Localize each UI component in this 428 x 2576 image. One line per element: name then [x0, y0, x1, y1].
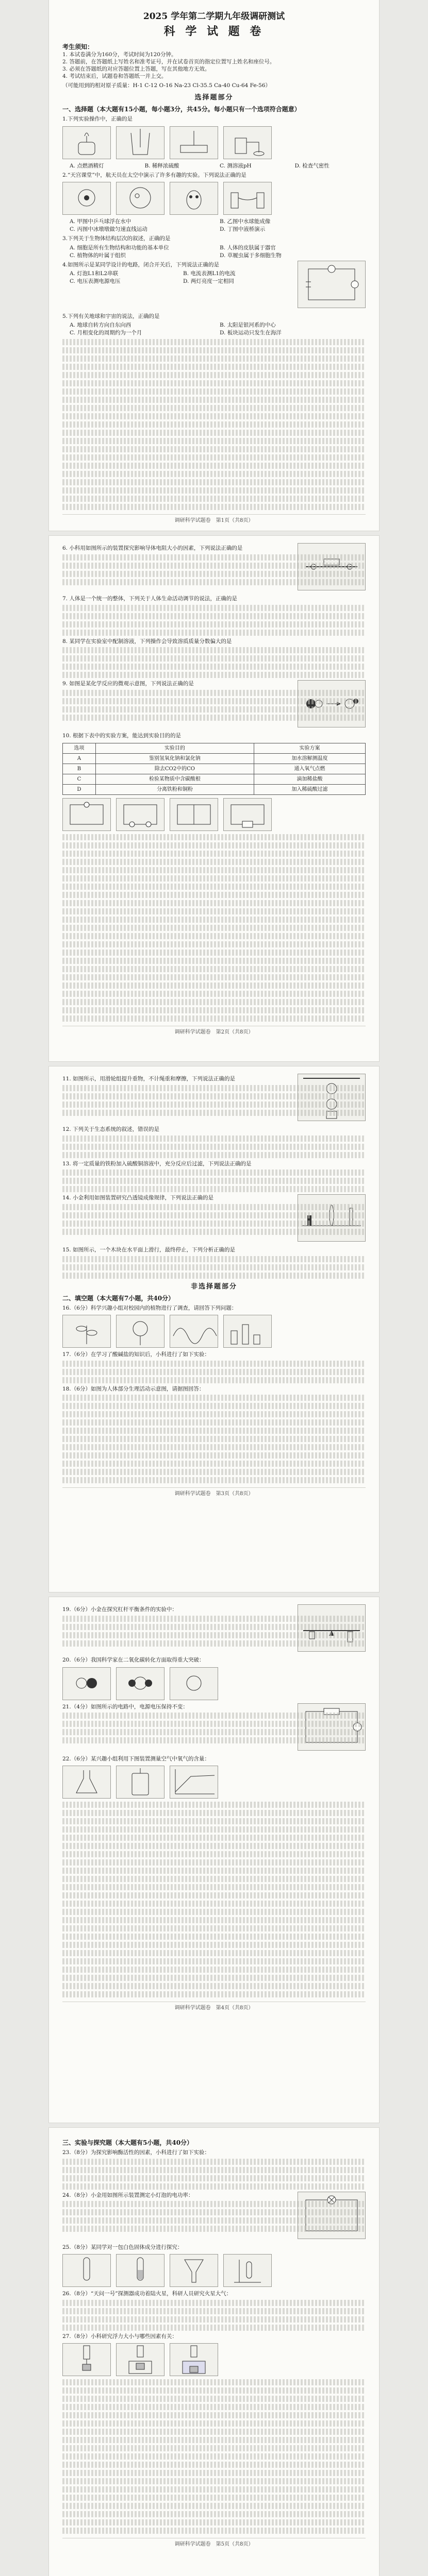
section-heading: 非选择题部分 — [190, 1282, 237, 1291]
exam-title-line2: 科 学 试 题 卷 — [163, 25, 265, 38]
option: C. 植物体的叶属于组织 — [70, 252, 126, 259]
figure-wave-chart — [170, 1315, 218, 1348]
figure-row — [62, 126, 366, 159]
figure-circuit-d — [223, 798, 272, 831]
text-filler — [62, 1136, 366, 1158]
table-cell: A — [63, 753, 96, 764]
option: B. 电流表测L1的电流 — [183, 270, 236, 277]
table-header: 实验方案 — [254, 743, 366, 753]
question-text: 8. 某同学在实验室中配制溶液，下列操作会导致溶质质量分数偏大的是 — [62, 638, 232, 645]
question-number: 4. — [62, 261, 68, 268]
figure-alcohol-lamp — [62, 126, 111, 159]
notice-heading: 考生须知： — [62, 43, 94, 50]
figure-airtight-check — [223, 126, 272, 159]
figure-row — [62, 1766, 366, 1799]
question-number: 3. — [62, 235, 68, 242]
table-row — [63, 784, 366, 794]
figure-spring-scale-c — [170, 2343, 218, 2376]
question-text: 13. 将一定质量的铁粉加入硫酸铜溶液中，充分反应后过滤，下列说法正确的是 — [62, 1160, 252, 1167]
text-filler — [62, 647, 366, 678]
table-cell: D — [63, 784, 96, 794]
options — [62, 321, 366, 337]
section-description: 三、实验与探究题（本大题有5小题，共40分） — [62, 2139, 193, 2146]
text-filler — [62, 1395, 366, 1483]
figure-test-tube-a — [62, 2254, 111, 2287]
figure-circuit-a — [62, 798, 111, 831]
figure-tube-stand — [223, 2254, 272, 2287]
figure-row — [62, 2343, 366, 2376]
option: D. 板块运动只发生在海洋 — [220, 330, 282, 336]
figure-graph — [170, 1766, 218, 1799]
option: A. 细胞是所有生物结构和功能的基本单位 — [70, 244, 169, 251]
exam-title-line1: 2025 学年第二学期九年级调研测试 — [143, 11, 285, 22]
question-text: 19.（6分）小金在探究杠杆平衡条件的实验中： — [62, 1606, 177, 1613]
text-filler — [62, 339, 366, 510]
figure-row — [62, 182, 366, 215]
section-heading: 选择题部分 — [194, 94, 234, 101]
question-text: 9. 如图是某化学反应的微观示意图，下列说法正确的是 — [62, 681, 194, 687]
question-text: 12. 下列关于生态系统的叙述，错误的是 — [62, 1126, 160, 1132]
option: B. 人体的皮肤属于器官 — [220, 244, 276, 251]
section-description: 一、选择题（本大题有15小题，每小题3分，共45分。每小题只有一个选项符合题意） — [62, 106, 301, 113]
table-cell: 加入稀硫酸过滤 — [254, 784, 366, 794]
figure-row — [62, 1667, 366, 1700]
figure-bars — [223, 1315, 272, 1348]
exam-page-5 — [49, 2128, 379, 2576]
exam-page-2 — [49, 536, 379, 1061]
figure-spring-scale-a — [62, 2343, 111, 2376]
table-cell: B — [63, 764, 96, 774]
figure-molecule-a — [62, 1667, 111, 1700]
question — [62, 313, 366, 320]
option: A. 点燃酒精灯 — [70, 162, 104, 169]
figure-bottle — [116, 1766, 164, 1799]
question-text: 20.（6分）我国科学家在二氧化碳转化方面取得重大突破： — [62, 1657, 205, 1663]
option: B. 稀释浓硫酸 — [144, 162, 179, 169]
figure-spring-scale-b — [116, 2343, 164, 2376]
figure-circuit-b — [116, 798, 164, 831]
text-filler — [62, 1256, 366, 1279]
exam-page-3 — [49, 1066, 379, 1592]
question-text: 17.（6分）在学习了酸碱盐的知识后，小科进行了如下实验： — [62, 1351, 210, 1358]
text-filler — [62, 1361, 366, 1383]
option: B. 乙图中水球能成像 — [220, 218, 271, 225]
exam-page-1 — [49, 0, 379, 531]
option: D. 丁图中液桥演示 — [220, 226, 266, 232]
table-row — [63, 774, 366, 784]
option: C. 测溶液pH — [220, 162, 252, 169]
figure-mascot — [170, 182, 218, 215]
options — [62, 270, 292, 285]
question-text: 14. 小金利用如图装置研究凸透镜成像规律，下列说法正确的是 — [62, 1195, 214, 1201]
question — [62, 235, 366, 243]
text-filler — [62, 1802, 366, 1997]
text-filler — [62, 2379, 366, 2534]
figure-funnel — [170, 2254, 218, 2287]
options — [62, 244, 366, 260]
table-cell: 滴加稀盐酸 — [254, 774, 366, 784]
question-text: 26.（8分）“天问一号”探测器成功着陆火星，科研人员研究火星大气： — [62, 2291, 232, 2297]
question-text: 15. 如图所示，一个木块在水平面上滑行，最终停止，下列分析正确的是 — [62, 1247, 236, 1253]
question-text: 下列实验操作中，正确的是 — [68, 116, 133, 122]
figure-circuit — [298, 261, 366, 308]
option: C. 电压表测电源电压 — [70, 278, 121, 284]
table-cell: 检验某物质中含碳酸根 — [95, 774, 254, 784]
table-row — [63, 764, 366, 774]
option: A. 地球自转方向自东向西 — [70, 322, 131, 328]
text-filler — [62, 2159, 366, 2190]
page-footer: 调研科学试题卷 第5页（共8页） — [62, 2538, 366, 2548]
figure-plant-a — [62, 1315, 111, 1348]
figure-row — [62, 798, 366, 831]
question-text: 24.（8分）小金用如图所示装置测定小灯泡的电功率： — [62, 2192, 194, 2198]
question-text: 23.（8分）为探究影响酶活性的因素，小科进行了如下实验： — [62, 2149, 210, 2156]
option: D. 检查气密性 — [294, 162, 330, 169]
question-text: 下列关于生物体结构层次的叙述，正确的是 — [68, 235, 171, 242]
notice-item: 3. 必须在答题纸的对应答题位置上答题，写在其他地方无效。 — [62, 66, 210, 72]
question — [62, 172, 366, 179]
question-text: 16.（6分）科学兴趣小组对校园内的植物进行了调查，请回答下列问题： — [62, 1304, 237, 1311]
table-header: 实验目的 — [95, 743, 254, 753]
question-text: 下列有关地球和宇宙的说法，正确的是 — [68, 313, 160, 319]
page-footer: 调研科学试题卷 第4页（共8页） — [62, 2002, 366, 2012]
question-text: 11. 如图所示，用滑轮组提升重物，不计绳重和摩擦，下列说法正确的是 — [62, 1076, 236, 1082]
option: D. 两灯亮度一定相同 — [183, 278, 234, 284]
table-header: 选项 — [63, 743, 96, 753]
page-footer: 调研科学试题卷 第3页（共8页） — [62, 1487, 366, 1498]
table-cell: 通入氧气点燃 — [254, 764, 366, 774]
figure-flask — [62, 1766, 111, 1799]
figure-row — [62, 1315, 366, 1348]
table-cell: C — [63, 774, 96, 784]
question-text: 25.（8分）某同学对一包白色固体成分进行探究： — [62, 2244, 183, 2250]
experiment-table — [62, 743, 366, 795]
table-cell: 分离铁粉和铜粉 — [95, 784, 254, 794]
question-number: 2. — [62, 172, 68, 178]
table-cell: 鉴别氢氧化钠和氯化钠 — [95, 753, 254, 764]
table-row — [63, 753, 366, 764]
question-text: 21.（4分）如图所示的电路中，电源电压保持不变： — [62, 1703, 188, 1710]
question — [62, 115, 366, 123]
figure-molecule-b — [116, 1667, 164, 1700]
figure-liquid-bridge — [223, 182, 272, 215]
page-footer: 调研科学试题卷 第1页（共8页） — [62, 514, 366, 524]
question-text: 22.（6分）某兴趣小组利用下图装置测量空气中氧气的含量： — [62, 1755, 210, 1762]
question-text: 6. 小科用如图所示的装置探究影响导体电阻大小的因素，下列说法正确的是 — [62, 545, 243, 551]
question-text: 10. 根据下表中的实验方案，能达到实验目的的是 — [62, 733, 182, 739]
section-description: 二、填空题（本大题有7小题，共40分） — [62, 1294, 175, 1302]
options — [62, 218, 366, 233]
question-text: 18.（6分）如图为人体部分生理活动示意图，请据图回答： — [62, 1385, 205, 1392]
option: B. 太阳是银河系的中心 — [220, 322, 276, 328]
option: C. 丙图中冰墩墩做匀速直线运动 — [70, 226, 147, 232]
figure-space-experiment — [62, 182, 111, 215]
options — [62, 162, 366, 170]
question-text: “天宫课堂”中，航天员在太空中演示了许多有趣的实验。下列说法正确的是 — [68, 172, 246, 178]
text-filler — [62, 1170, 366, 1192]
figure-beaker — [116, 126, 164, 159]
figure-plant-b — [116, 1315, 164, 1348]
question-text: 如图所示是某同学设计的电路，闭合开关后，下列说法正确的是 — [68, 261, 220, 268]
notice-item: 2. 答题前，在答题纸上写姓名和准考证号，并在试卷首页的指定位置写上姓名和座位号。 — [62, 59, 275, 65]
atomic-mass-note: （可能用到的相对原子质量：H-1 C-12 O-16 Na-23 Cl-35.5 Ca-40 Cu-64 Fe-56） — [62, 82, 271, 89]
notice-item: 1. 本试卷满分为160分，考试时间为120分钟。 — [62, 52, 177, 58]
notice-item: 4. 考试结束后，试题卷和答题纸一并上交。 — [62, 73, 167, 79]
table-header-row — [63, 743, 366, 753]
option: C. 月相变化的周期约为一个月 — [70, 330, 142, 336]
option: D. 草履虫属于多细胞生物 — [220, 252, 282, 259]
figure-ph-paper — [170, 126, 218, 159]
table-cell: 加水溶解测温度 — [254, 753, 366, 764]
exam-page-4 — [49, 1597, 379, 2123]
text-filler — [62, 2300, 366, 2331]
page-footer: 调研科学试题卷 第2页（共8页） — [62, 1026, 366, 1036]
figure-molecule-c — [170, 1667, 218, 1700]
question-number: 1. — [62, 116, 68, 122]
table-cell: 除去CO2中的CO — [95, 764, 254, 774]
text-filler — [62, 605, 366, 636]
question-text: 7. 人体是一个统一的整体，下列关于人体生命活动调节的说法，正确的是 — [62, 596, 237, 602]
figure-test-tube-b — [116, 2254, 164, 2287]
option: A. 甲图中乒乓球浮在水中 — [70, 218, 131, 225]
text-filler — [62, 834, 366, 1022]
option: A. 灯泡L1和L2串联 — [70, 270, 119, 277]
figure-circuit-c — [170, 798, 218, 831]
question-text: 27.（8分）小科研究浮力大小与哪些因素有关： — [62, 2333, 177, 2340]
figure-water-ball — [116, 182, 164, 215]
figure-row — [62, 2254, 366, 2287]
question-number: 5. — [62, 313, 68, 319]
